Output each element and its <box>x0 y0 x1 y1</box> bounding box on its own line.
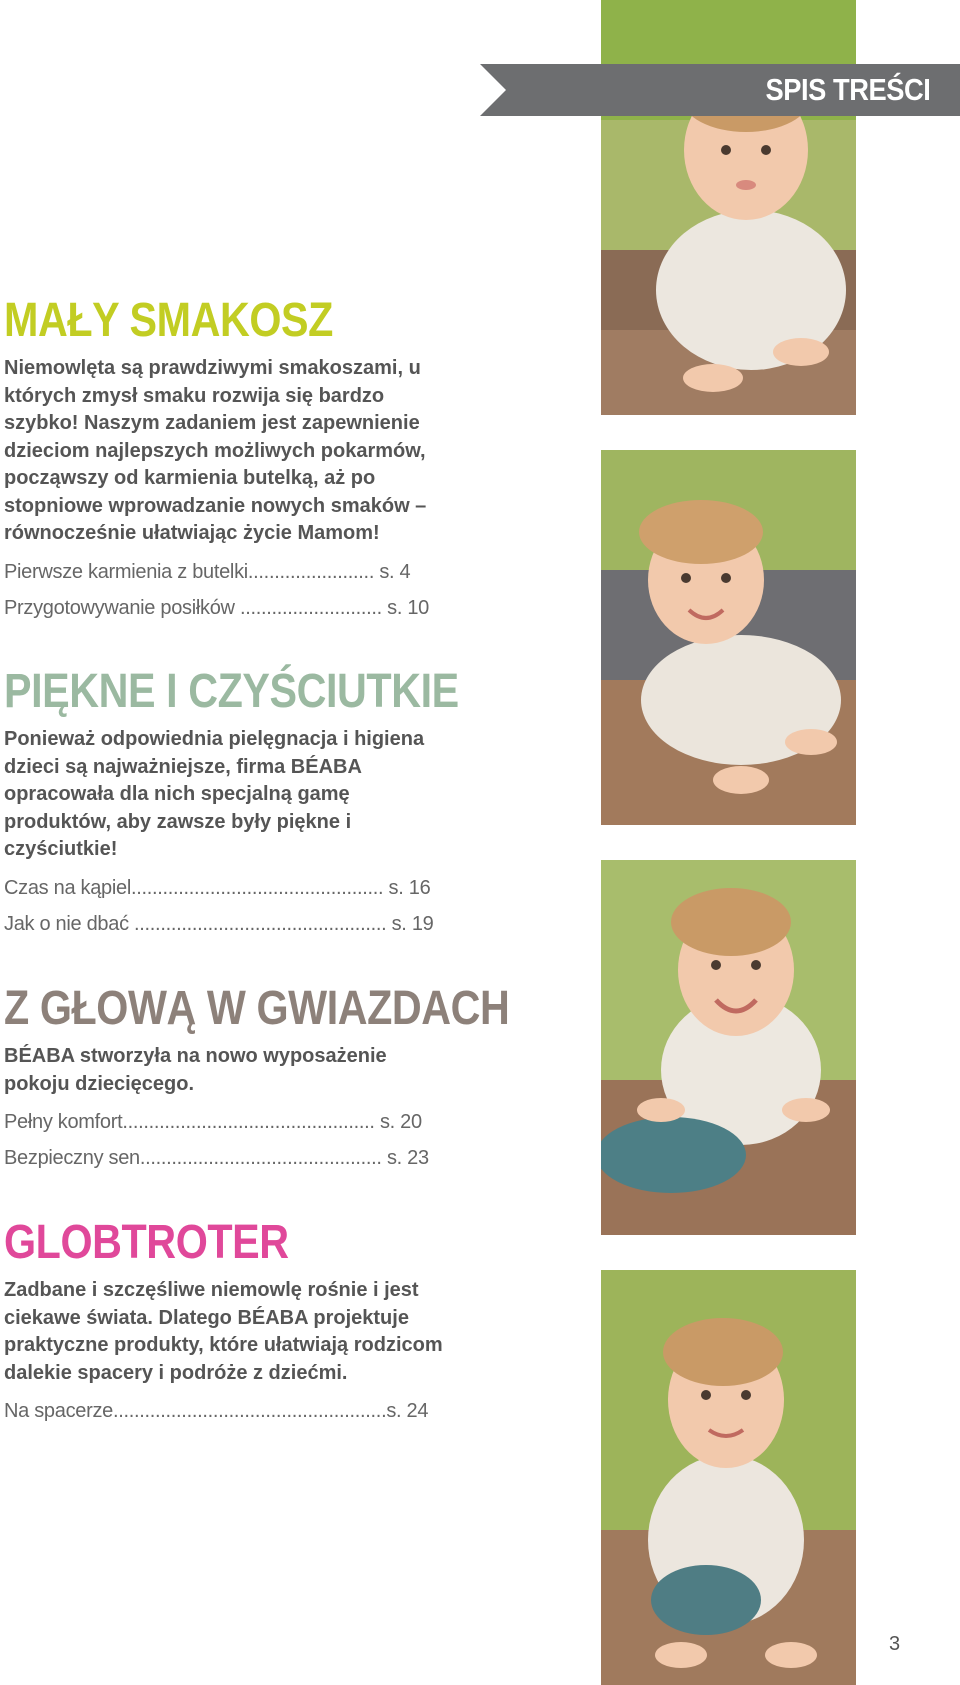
toc-entry[interactable]: Na spacerze....................................................s. 24 <box>4 1400 429 1422</box>
section-piekne-i-czysciutkie <box>4 664 494 942</box>
page-number: 3 <box>889 1633 901 1655</box>
toc-entry[interactable]: Jak o nie dbać ................................................ s. 19 <box>4 912 434 935</box>
baby-photo-3 <box>601 860 856 1235</box>
section-title: PIĘKNE I CZYŚCIUTKIE <box>4 665 459 718</box>
toc-entry[interactable]: Pierwsze karmienia z butelki........................ s. 4 <box>4 560 411 583</box>
toc-list <box>4 554 494 626</box>
toc-entry[interactable]: Przygotowywanie posiłków ........................... s. 10 <box>4 596 429 619</box>
section-z-glowa-w-gwiazdach <box>4 981 510 1176</box>
toc-entry[interactable]: Bezpieczny sen.............................................. s. 23 <box>4 1147 429 1169</box>
section-description: Zadbane i szczęśliwe niemowlę rośnie i jest ciekawe świata. Dlatego BÉABA projektuje praktyczne produkty, które ułatwiają rodzicom dalekie spacery i podróże z dziećmi. <box>4 1279 443 1384</box>
baby-photo-2 <box>601 450 856 825</box>
toc-entry[interactable]: Pełny komfort................................................ s. 20 <box>4 1111 422 1133</box>
section-description: BÉABA stworzyła na nowo wyposażenie pokoju dziecięcego. <box>4 1045 387 1095</box>
section-globtroter <box>4 1215 494 1429</box>
toc-entry[interactable]: Czas na kąpiel................................................ s. 16 <box>4 876 431 899</box>
section-description: Niemowlęta są prawdziwymi smakoszami, u których zmysł smaku rozwija się bardzo szybko! Naszym zadaniem jest zapewnienie dzieciom najlepszych możliwych pokarmów, począwszy od karmienia butelką, aż po stopniowe wprowadzanie nowych smaków – równocześnie ułatwiając życie Mamom! <box>4 357 427 544</box>
section-title: MAŁY SMAKOSZ <box>4 294 333 347</box>
section-title: GLOBTROTER <box>4 1216 289 1269</box>
toc-list <box>4 1104 494 1176</box>
baby-photo-4 <box>601 1270 856 1685</box>
banner-title: SPIS TREŚCI <box>765 72 930 107</box>
section-maly-smakosz <box>4 293 494 626</box>
section-description: Ponieważ odpowiednia pielęgnacja i higiena dzieci są najważniejsze, firma BÉABA opracowała dla nich specjalną gamę produktów, aby zawsze były piękne i czyściutkie! <box>4 728 425 860</box>
section-title: Z GŁOWĄ W GWIAZDACH <box>4 982 510 1035</box>
toc-list <box>4 870 494 942</box>
toc-list <box>4 1393 494 1429</box>
baby-photo-1 <box>601 0 856 415</box>
table-of-contents-banner <box>480 64 960 116</box>
